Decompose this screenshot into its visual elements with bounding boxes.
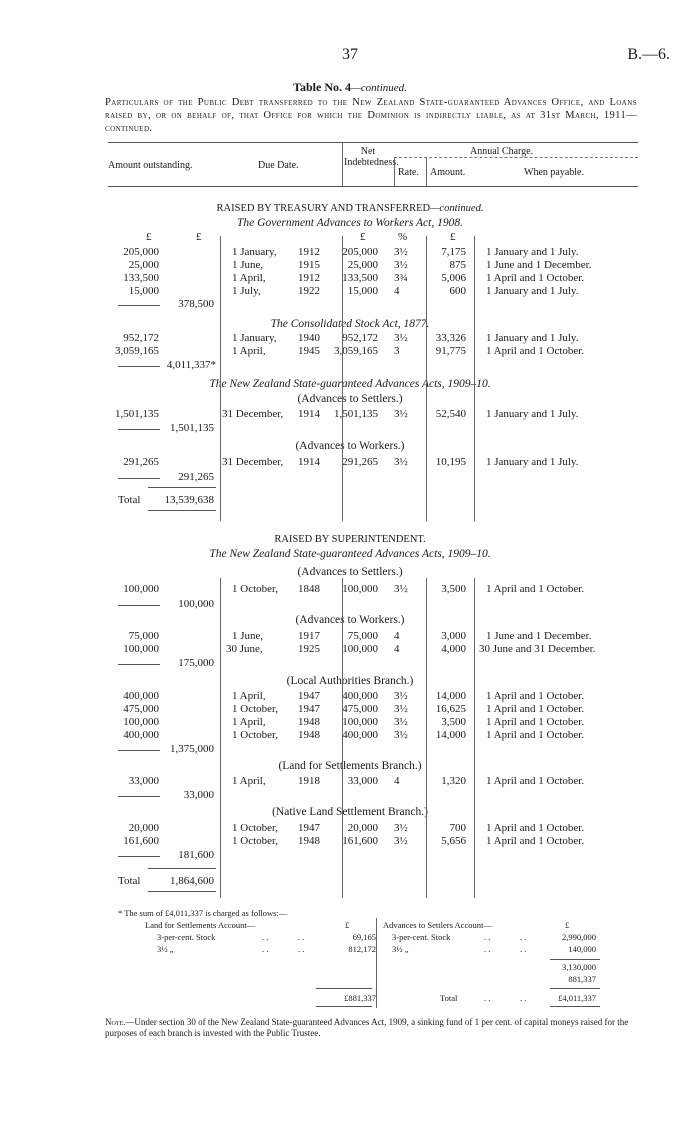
footnote-divider	[376, 918, 377, 1008]
header-annual: Annual Charge.	[470, 146, 534, 157]
net-cell: 33,000	[347, 775, 378, 787]
due-year-cell: 1940	[298, 332, 320, 344]
footnote-right-value: 140,000	[568, 944, 596, 954]
due-year-cell: 1948	[298, 835, 320, 847]
subtotal-row	[0, 657, 700, 670]
subtotal-cell: 291,265	[178, 471, 214, 483]
subtotal-cell: 1,501,135	[170, 422, 214, 434]
footnote-dots: . .	[520, 932, 527, 942]
amount-cell: 3,059,165	[115, 345, 159, 357]
footnote-left-value: 69,165	[352, 932, 376, 942]
header-due: Due Date.	[258, 160, 299, 171]
footnote-left-total-rule	[316, 1006, 372, 1007]
due-year-cell: 1945	[298, 345, 320, 357]
section1-act1: The Government Advances to Workers Act, 1908.	[237, 217, 463, 229]
section1-total: 13,539,638	[164, 494, 214, 506]
charge-cell: 4,000	[441, 643, 466, 655]
pound-symbol: £	[450, 231, 456, 243]
total-rule-top	[148, 868, 216, 869]
table-row	[0, 716, 700, 729]
charge-cell: 700	[449, 822, 466, 834]
subtotal-row	[0, 422, 700, 435]
column-divider	[342, 236, 343, 521]
total-rule-top	[148, 487, 216, 488]
subtotal-cell: 33,000	[183, 789, 214, 801]
when-cell: 1 April and 1 October.	[486, 272, 585, 284]
charge-cell: 52,540	[435, 408, 466, 420]
amount-cell: 1,501,135	[115, 408, 159, 420]
pound-symbol: £	[360, 231, 366, 243]
net-cell: 400,000	[342, 729, 378, 741]
footnote-left-total: £881,337	[344, 993, 376, 1003]
due-day-cell: 1 April,	[232, 775, 266, 787]
amount-cell: 291,265	[123, 456, 159, 468]
due-year-cell: 1848	[298, 583, 320, 595]
footnote-left-value: 812,172	[348, 944, 376, 954]
subtotal-row	[0, 743, 700, 756]
table-caption: Particulars of the Public Debt transferred to the New Zealand State-guaranteed Advances Office, and Loans raised by, or on behalf of, that Office for which the Dominion is indirectly liable, as at 31st March, 1911—continued.	[105, 97, 637, 134]
pound-symbol: £	[565, 920, 570, 930]
section1-total-label: Total	[118, 494, 141, 506]
rate-cell: 4	[394, 630, 400, 642]
column-divider	[220, 236, 221, 521]
due-day-cell: 1 October,	[232, 822, 278, 834]
when-cell: 1 January and 1 July.	[486, 246, 579, 258]
amount-cell: 400,000	[123, 690, 159, 702]
subtotal-row	[0, 789, 700, 802]
due-year-cell: 1912	[298, 246, 320, 258]
due-year-cell: 1917	[298, 630, 320, 642]
footnote-left-total-rule	[316, 988, 372, 989]
due-day-cell: 1 October,	[232, 729, 278, 741]
table-row	[0, 835, 700, 848]
currency-row	[0, 231, 700, 244]
header-amount: Amount outstanding.	[108, 160, 193, 171]
table-title-main: Table No. 4	[293, 80, 351, 94]
net-cell: 1,501,135	[334, 408, 378, 420]
header-top-rule	[108, 142, 638, 143]
section1-act2: The Consolidated Stock Act, 1877.	[270, 318, 430, 330]
due-day-cell: 1 October,	[232, 703, 278, 715]
due-day-cell: 1 April,	[232, 272, 266, 284]
rate-cell: 3½	[394, 332, 408, 344]
amount-cell: 475,000	[123, 703, 159, 715]
footnote-dots: . .	[298, 932, 305, 942]
amount-cell: 400,000	[123, 729, 159, 741]
section2-native-heading: (Native Land Settlement Branch.)	[272, 806, 428, 818]
due-year-cell: 1947	[298, 703, 320, 715]
page-code: B.—6.	[627, 46, 670, 63]
table-row	[0, 408, 700, 421]
amount-cell: 75,000	[128, 630, 159, 642]
subtotal-cell: 1,375,000	[170, 743, 214, 755]
net-cell: 15,000	[347, 285, 378, 297]
due-day-cell: 1 January,	[232, 246, 277, 258]
footnote-total-label: Total	[440, 993, 458, 1003]
header-annual-rule	[394, 157, 638, 158]
net-cell: 400,000	[342, 690, 378, 702]
when-cell: 1 April and 1 October.	[486, 583, 585, 595]
charge-cell: 14,000	[435, 690, 466, 702]
rate-cell: 4	[394, 643, 400, 655]
header-rate: Rate.	[398, 167, 419, 178]
rate-cell: 3½	[394, 822, 408, 834]
subtotal-cell: 181,600	[178, 849, 214, 861]
header-bottom-rule	[108, 186, 638, 187]
footnote-dots: . .	[298, 944, 305, 954]
net-cell: 25,000	[347, 259, 378, 271]
table-row	[0, 259, 700, 272]
when-cell: 1 April and 1 October.	[486, 716, 585, 728]
footnote-right-label: 3½ „	[392, 944, 409, 954]
amount-cell: 20,000	[128, 822, 159, 834]
footnote-dots: . .	[520, 993, 527, 1003]
header-divider-rate	[394, 157, 395, 187]
net-cell: 952,172	[342, 332, 378, 344]
table-row	[0, 630, 700, 643]
net-cell: 161,600	[342, 835, 378, 847]
section2-title: RAISED BY SUPERINTENDENT.	[274, 534, 426, 545]
net-cell: 3,059,165	[334, 345, 378, 357]
section1-title-cont: —continued.	[430, 203, 484, 214]
rate-cell: 3	[394, 345, 400, 357]
header-divider-net	[342, 143, 343, 187]
charge-cell: 91,775	[435, 345, 466, 357]
table-row	[0, 822, 700, 835]
column-divider	[220, 578, 221, 898]
rate-cell: 3¾	[394, 272, 408, 284]
section1-workers-heading: (Advances to Workers.)	[295, 440, 405, 452]
section2-settlers-heading: (Advances to Settlers.)	[297, 566, 403, 578]
amount-cell: 100,000	[123, 716, 159, 728]
table-row	[0, 690, 700, 703]
amount-cell: 952,172	[123, 332, 159, 344]
charge-cell: 33,326	[435, 332, 466, 344]
rate-cell: 3½	[394, 246, 408, 258]
table-row	[0, 703, 700, 716]
when-cell: 1 April and 1 October.	[486, 703, 585, 715]
when-cell: 1 January and 1 July.	[486, 456, 579, 468]
net-cell: 475,000	[342, 703, 378, 715]
when-cell: 1 June and 1 December.	[486, 630, 592, 642]
charge-cell: 875	[449, 259, 466, 271]
column-divider	[474, 578, 475, 898]
subtotal-row	[0, 471, 700, 484]
due-day-cell: 1 June,	[232, 259, 264, 271]
due-year-cell: 1922	[298, 285, 320, 297]
charge-cell: 7,175	[441, 246, 466, 258]
footnote-left-head: Land for Settlements Account—	[145, 920, 256, 930]
rate-cell: 3½	[394, 703, 408, 715]
when-cell: 1 June and 1 December.	[486, 259, 592, 271]
section1-settlers-heading: (Advances to Settlers.)	[297, 393, 403, 405]
footnote-right-label: 3-per-cent. Stock	[392, 932, 451, 942]
footnote-right-value: 2,990,000	[562, 932, 596, 942]
section1-act3: The New Zealand State-guaranteed Advances Acts, 1909–10.	[209, 378, 491, 390]
amount-cell: 15,000	[128, 285, 159, 297]
note-label: Note.	[105, 1017, 126, 1027]
amount-cell: 33,000	[128, 775, 159, 787]
net-cell: 133,500	[342, 272, 378, 284]
footnote-dots: . .	[262, 932, 269, 942]
pound-symbol: £	[146, 231, 152, 243]
charge-cell: 600	[449, 285, 466, 297]
table-title-cont: —continued.	[350, 82, 407, 94]
subtotal-cell: 175,000	[178, 657, 214, 669]
due-day-cell: 31 December,	[222, 408, 284, 420]
rate-cell: 3½	[394, 259, 408, 271]
when-cell: 1 April and 1 October.	[486, 345, 585, 357]
due-year-cell: 1925	[298, 643, 320, 655]
net-cell: 100,000	[342, 643, 378, 655]
due-day-cell: 1 July,	[232, 285, 261, 297]
footnote-left-label: 3-per-cent. Stock	[157, 932, 216, 942]
column-divider	[426, 578, 427, 898]
net-cell: 100,000	[342, 716, 378, 728]
footnote-right-rule	[550, 988, 600, 989]
rate-cell: 3½	[394, 690, 408, 702]
pound-symbol: £	[345, 920, 350, 930]
footnote-dots: . .	[484, 932, 491, 942]
subtotal-cell: 4,011,337*	[166, 359, 216, 371]
when-cell: 1 April and 1 October.	[486, 775, 585, 787]
section2-workers-heading: (Advances to Workers.)	[295, 614, 405, 626]
when-cell: 30 June and 31 December.	[479, 643, 596, 655]
table-row	[0, 246, 700, 259]
when-cell: 1 April and 1 October.	[486, 690, 585, 702]
table-row	[0, 332, 700, 345]
subtotal-cell: 378,500	[178, 298, 214, 310]
header-charge-amount: Amount.	[430, 167, 466, 178]
table-row	[0, 583, 700, 596]
charge-cell: 3,000	[441, 630, 466, 642]
net-cell: 205,000	[342, 246, 378, 258]
when-cell: 1 April and 1 October.	[486, 835, 585, 847]
due-year-cell: 1947	[298, 822, 320, 834]
footnote-dots: . .	[262, 944, 269, 954]
subtotal-row	[0, 849, 700, 862]
table-row	[0, 272, 700, 285]
subtotal-row	[0, 359, 700, 372]
charge-cell: 1,320	[441, 775, 466, 787]
due-day-cell: 1 April,	[232, 716, 266, 728]
table-row	[0, 456, 700, 469]
due-day-cell: 1 April,	[232, 690, 266, 702]
total-rule-bottom	[148, 510, 216, 511]
when-cell: 1 January and 1 July.	[486, 408, 579, 420]
when-cell: 1 January and 1 July.	[486, 285, 579, 297]
footnote-right-rule	[550, 959, 600, 960]
section2-act: The New Zealand State-guaranteed Advances Acts, 1909–10.	[209, 548, 491, 560]
footnote-dots: . .	[520, 944, 527, 954]
footnote-right-total: £4,011,337	[558, 993, 596, 1003]
subtotal-row	[0, 298, 700, 311]
due-day-cell: 1 April,	[232, 345, 266, 357]
table-row	[0, 775, 700, 788]
rate-cell: 3½	[394, 716, 408, 728]
header-net: Net Indebtedness.	[344, 146, 399, 168]
when-cell: 1 January and 1 July.	[486, 332, 579, 344]
header-when: When payable.	[524, 167, 584, 178]
section2-total: 1,864,600	[170, 875, 214, 887]
percent-symbol: %	[398, 231, 408, 243]
footnote-intro: * The sum of £4,011,337 is charged as follows:—	[118, 908, 288, 918]
footnote-dots: . .	[484, 944, 491, 954]
charge-cell: 3,500	[441, 583, 466, 595]
subtotal-row	[0, 598, 700, 611]
header-divider-amount	[426, 157, 427, 187]
due-year-cell: 1914	[298, 456, 320, 468]
due-day-cell: 31 December,	[222, 456, 284, 468]
charge-cell: 14,000	[435, 729, 466, 741]
due-day-cell: 1 June,	[232, 630, 264, 642]
footnote-right-add: 881,337	[568, 974, 596, 984]
rate-cell: 3½	[394, 408, 408, 420]
amount-cell: 133,500	[123, 272, 159, 284]
column-divider	[474, 236, 475, 521]
amount-cell: 25,000	[128, 259, 159, 271]
due-day-cell: 1 October,	[232, 835, 278, 847]
column-divider	[342, 578, 343, 898]
net-cell: 75,000	[347, 630, 378, 642]
pound-symbol: £	[196, 231, 202, 243]
section2-total-label: Total	[118, 875, 141, 887]
charge-cell: 16,625	[435, 703, 466, 715]
amount-cell: 100,000	[123, 643, 159, 655]
amount-cell: 100,000	[123, 583, 159, 595]
section2-local-heading: (Local Authorities Branch.)	[286, 675, 414, 687]
table-row	[0, 729, 700, 742]
note-text: —Under section 30 of the New Zealand State-guaranteed Advances Act, 1909, a sinking fund of 1 per cent. of capital moneys raised for the purposes of each branch is invested with the Public Trustee.	[105, 1017, 629, 1038]
due-year-cell: 1948	[298, 716, 320, 728]
page-number: 37	[342, 46, 358, 63]
footnote-left-label: 3½ „	[157, 944, 174, 954]
when-cell: 1 April and 1 October.	[486, 729, 585, 741]
net-cell: 100,000	[342, 583, 378, 595]
table-row	[0, 285, 700, 298]
subtotal-cell: 100,000	[178, 598, 214, 610]
footnote-note	[105, 1017, 637, 1039]
rate-cell: 4	[394, 775, 400, 787]
due-year-cell: 1918	[298, 775, 320, 787]
due-day-cell: 30 June,	[226, 643, 263, 655]
section2-land-heading: (Land for Settlements Branch.)	[278, 760, 422, 772]
total-rule-bottom	[148, 891, 216, 892]
due-year-cell: 1915	[298, 259, 320, 271]
charge-cell: 10,195	[435, 456, 466, 468]
column-divider	[426, 236, 427, 521]
rate-cell: 4	[394, 285, 400, 297]
footnote-right-head: Advances to Settlers Account—	[383, 920, 492, 930]
charge-cell: 5,006	[441, 272, 466, 284]
footnote-right-rule	[550, 1006, 600, 1007]
amount-cell: 161,600	[123, 835, 159, 847]
due-year-cell: 1948	[298, 729, 320, 741]
when-cell: 1 April and 1 October.	[486, 822, 585, 834]
rate-cell: 3½	[394, 729, 408, 741]
table-row	[0, 345, 700, 358]
charge-cell: 5,656	[441, 835, 466, 847]
rate-cell: 3½	[394, 583, 408, 595]
table-row	[0, 643, 700, 656]
due-year-cell: 1914	[298, 408, 320, 420]
amount-cell: 205,000	[123, 246, 159, 258]
section1-title-text: RAISED BY TREASURY AND TRANSFERRED	[216, 203, 431, 214]
section1-title	[0, 203, 700, 214]
table-title	[0, 80, 700, 95]
rate-cell: 3½	[394, 835, 408, 847]
due-day-cell: 1 October,	[232, 583, 278, 595]
rate-cell: 3½	[394, 456, 408, 468]
net-cell: 20,000	[347, 822, 378, 834]
due-day-cell: 1 January,	[232, 332, 277, 344]
due-year-cell: 1947	[298, 690, 320, 702]
charge-cell: 3,500	[441, 716, 466, 728]
footnote-dots: . .	[484, 993, 491, 1003]
footnote-right-sum: 3,130,000	[562, 962, 596, 972]
net-cell: 291,265	[342, 456, 378, 468]
due-year-cell: 1912	[298, 272, 320, 284]
